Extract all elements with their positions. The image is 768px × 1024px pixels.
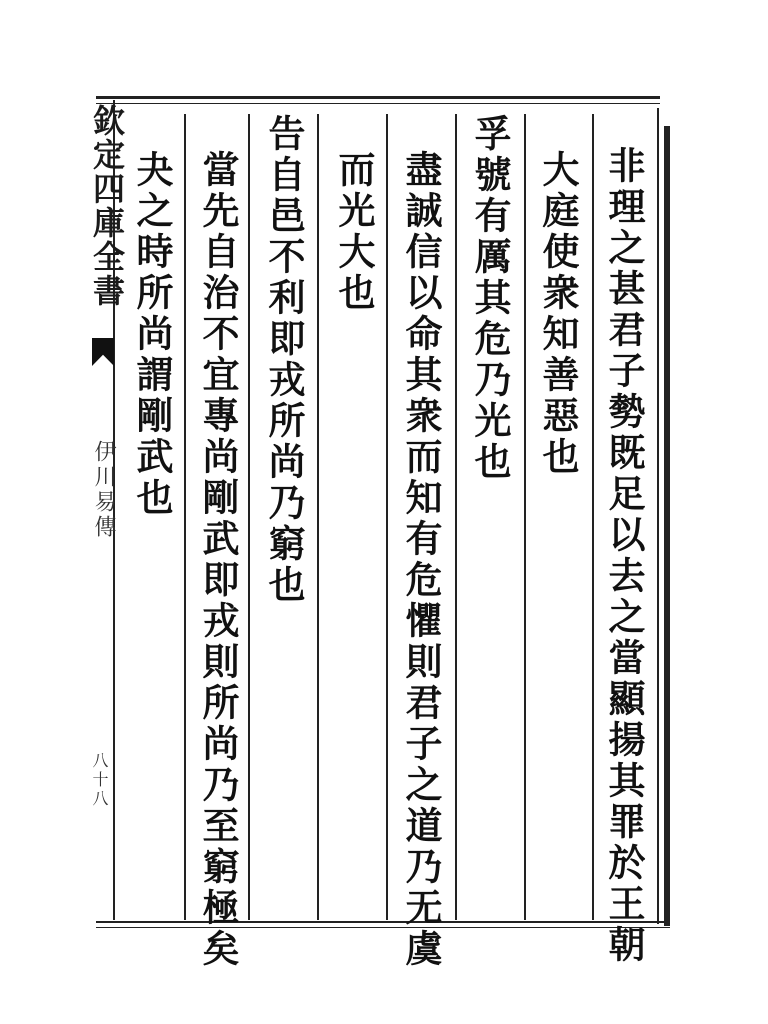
column-divider (592, 114, 594, 920)
column-divider (455, 114, 457, 920)
text-column-8: 夬之時所尚謂剛武也 (130, 150, 174, 519)
column-divider (248, 114, 250, 920)
fish-tail-mark (92, 338, 114, 366)
margin-book-title: 欽定四庫全書 (88, 104, 126, 308)
text-column-5: 而光大也 (332, 150, 376, 314)
frame-right-heavy-rule (664, 126, 670, 926)
margin-page-number: 八十八 (90, 752, 109, 809)
column-divider (317, 114, 319, 920)
column-divider (386, 114, 388, 920)
text-column-4: 盡誠信以命其衆而知有危懼則君子之道乃无虞 (399, 150, 443, 970)
frame-top-inner-rule (96, 103, 660, 104)
column-divider (184, 114, 186, 920)
frame-bottom-rule (96, 921, 670, 923)
column-divider (524, 114, 526, 920)
text-column-7: 當先自治不宜專尚剛武即戎則所尚乃至窮極矣 (196, 150, 240, 970)
margin-section-title: 伊川易傳 (91, 440, 116, 540)
text-column-1: 非理之甚君子勢既足以去之當顯揚其罪於王朝 (602, 146, 646, 966)
text-column-6: 告自邑不利即戎所尚乃窮也 (262, 114, 306, 606)
frame-bottom-inner-rule (96, 927, 670, 928)
frame-right-thin-rule (657, 108, 659, 924)
text-column-3: 孚號有厲其危乃光也 (468, 114, 512, 483)
frame-top-rule (96, 96, 660, 99)
text-column-2: 大庭使衆知善惡也 (536, 150, 580, 478)
